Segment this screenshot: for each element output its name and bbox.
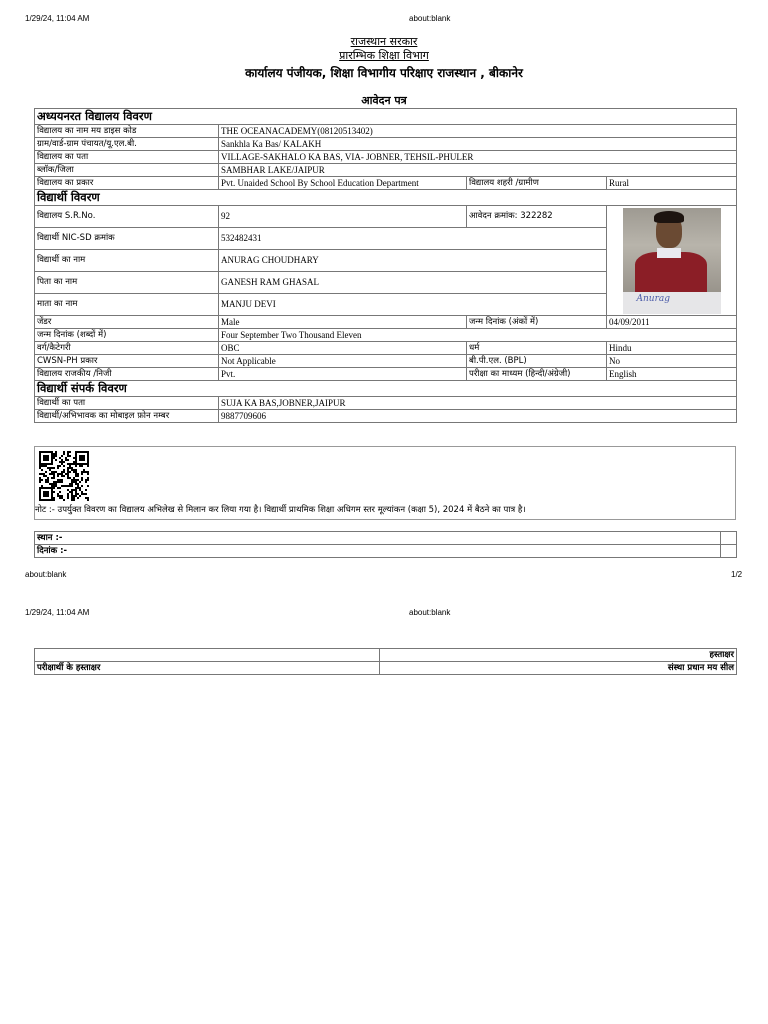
student-name-value: ANURAG CHOUDHARY <box>219 250 607 272</box>
student-section-heading: विद्यार्थी विवरण <box>35 190 737 206</box>
bpl-value: No <box>607 355 737 368</box>
school-govt-label: विद्यालय राजकीय /निजी <box>35 368 219 381</box>
school-address-label: विद्यालय का पता <box>35 151 219 164</box>
qr-code <box>39 451 89 501</box>
contact-section-heading: विद्यार्थी संपर्क विवरण <box>35 381 737 397</box>
school-govt-value: Pvt. <box>219 368 467 381</box>
dob-numeric-value: 04/09/2011 <box>607 316 737 329</box>
category-value: OBC <box>219 342 467 355</box>
school-section-heading: अध्ययनरत विद्यालय विवरण <box>35 109 737 125</box>
mother-name-label: माता का नाम <box>35 294 219 316</box>
title-office: कार्यालय पंजीयक, शिक्षा विभागीय परिक्षाए राजस्थान , बीकानेर <box>245 66 523 80</box>
father-name-value: GANESH RAM GHASAL <box>219 272 607 294</box>
school-type-value: Pvt. Unaided School By School Education Department <box>219 177 467 190</box>
date-value <box>721 545 737 558</box>
candidate-signature-label: परीक्षार्थी के हस्ताक्षर <box>35 662 380 675</box>
student-address-label: विद्यार्थी का पता <box>35 397 219 410</box>
ward-value: Sankhla Ka Bas/ KALAKH <box>219 138 737 151</box>
school-name-label: विद्यालय का नाम मय डाइस कोड <box>35 125 219 138</box>
footer-page-number: 1/2 <box>731 570 743 579</box>
page2-print-url: about:blank <box>409 608 451 617</box>
father-name-label: पिता का नाम <box>35 272 219 294</box>
category-label: वर्ग/कैटेगरी <box>35 342 219 355</box>
dob-words-label: जन्म दिनांक (शब्दों में) <box>35 329 219 342</box>
footer-url: about:blank <box>25 570 67 579</box>
cwsn-value: Not Applicable <box>219 355 467 368</box>
principal-seal-label: संस्था प्रधान मय सील <box>380 662 737 675</box>
religion-value: Hindu <box>607 342 737 355</box>
place-value <box>721 532 737 545</box>
mother-name-value: MANJU DEVI <box>219 294 607 316</box>
student-name-label: विद्यार्थी का नाम <box>35 250 219 272</box>
block-label: ब्लॉक/जिला <box>35 164 219 177</box>
print-datetime: 1/29/24, 11:04 AM <box>25 14 90 23</box>
gender-label: जेंडर <box>35 316 219 329</box>
bpl-label: बी.पी.एल. (BPL) <box>467 355 607 368</box>
cwsn-label: CWSN-PH प्रकार <box>35 355 219 368</box>
student-photo-signature: Anurag <box>636 293 671 304</box>
place-label: स्थान :- <box>35 532 721 545</box>
qr-note-box <box>34 446 736 520</box>
page2-print-datetime: 1/29/24, 11:04 AM <box>25 608 90 617</box>
school-name-value: THE OCEANACADEMY(08120513402) <box>219 125 737 138</box>
photo-cell <box>607 206 737 316</box>
signature-table <box>34 648 737 675</box>
area-value: Rural <box>607 177 737 190</box>
title-government: राजस्थान सरकार <box>350 35 418 48</box>
exam-medium-value: English <box>607 368 737 381</box>
title-application-form: आवेदन पत्र <box>361 94 407 107</box>
block-value: SAMBHAR LAKE/JAIPUR <box>219 164 737 177</box>
mobile-label: विद्यार्थी/अभिभावक का मोबाइल फ़ोन नम्बर <box>35 410 219 423</box>
place-date-table <box>34 531 737 558</box>
print-url: about:blank <box>409 14 451 23</box>
area-label: विद्यालय शहरी /ग्रामीण <box>467 177 607 190</box>
signature-label: हस्ताक्षर <box>380 649 737 662</box>
nicsd-value: 532482431 <box>219 228 607 250</box>
dob-numeric-label: जन्म दिनांक (अंकों में) <box>467 316 607 329</box>
srno-value: 92 <box>219 206 467 228</box>
gender-value: Male <box>219 316 467 329</box>
school-address-value: VILLAGE-SAKHALO KA BAS, VIA- JOBNER, TEHSIL-PHULER <box>219 151 737 164</box>
eligibility-note: नोट :- उपर्युक्त विवरण का विद्यालय अभिलेख से मिलान कर लिया गया है। विद्यार्थी प्राथमिक शिक्षा अधिगम स्तर मूल्यांकन (कक्षा 5), 2024 में बैठने का पात्र है। <box>35 505 526 515</box>
signature-blank-cell <box>35 649 380 662</box>
mobile-value: 9887709606 <box>219 410 737 423</box>
religion-label: धर्म <box>467 342 607 355</box>
srno-label: विद्यालय S.R.No. <box>35 206 219 228</box>
nicsd-label: विद्यार्थी NIC-SD क्रमांक <box>35 228 219 250</box>
application-number: आवेदन क्रमांक: 322282 <box>467 206 607 228</box>
date-label: दिनांक :- <box>35 545 721 558</box>
title-department: प्रारम्भिक शिक्षा विभाग <box>339 49 429 62</box>
application-table <box>34 108 737 423</box>
dob-words-value: Four September Two Thousand Eleven <box>219 329 737 342</box>
student-address-value: SUJA KA BAS,JOBNER,JAIPUR <box>219 397 737 410</box>
school-type-label: विद्यालय का प्रकार <box>35 177 219 190</box>
student-photo <box>623 208 721 314</box>
exam-medium-label: परीक्षा का माध्यम (हिन्दी/अंग्रेजी) <box>467 368 607 381</box>
ward-label: ग्राम/वार्ड-ग्राम पंचायत/यू.एल.बी. <box>35 138 219 151</box>
